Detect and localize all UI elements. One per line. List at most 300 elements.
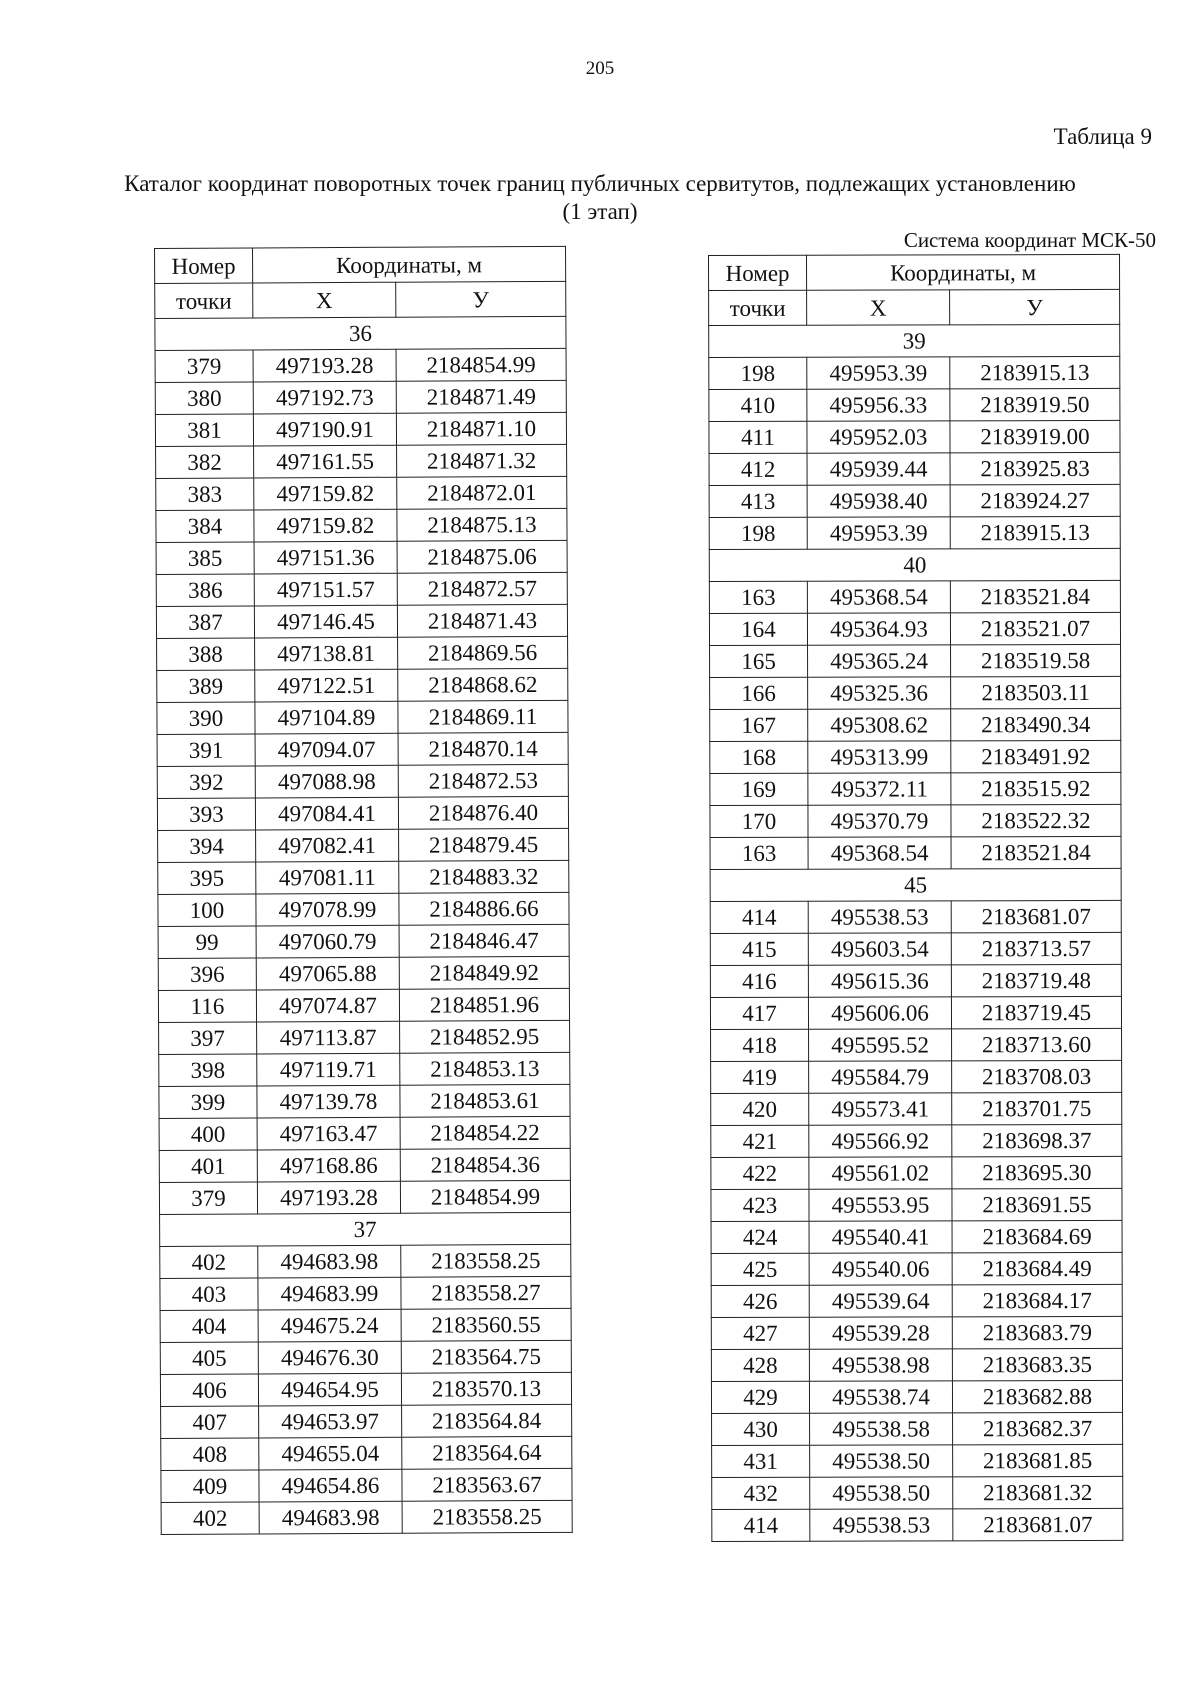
y-cell: 2184851.96 xyxy=(399,988,569,1021)
point-number-cell: 384 xyxy=(156,510,254,543)
table-row xyxy=(160,1372,571,1406)
y-cell: 2183915.13 xyxy=(950,516,1120,548)
x-cell: 495308.62 xyxy=(808,709,951,741)
x-cell: 494683.98 xyxy=(259,1501,402,1534)
table-row xyxy=(712,1444,1123,1477)
y-cell: 2183681.07 xyxy=(953,1508,1123,1540)
point-number-cell: 169 xyxy=(710,773,808,805)
y-cell: 2184869.11 xyxy=(398,700,568,733)
table-row xyxy=(711,1188,1122,1221)
x-cell: 495540.41 xyxy=(809,1221,952,1253)
table-row xyxy=(709,420,1120,453)
point-number-cell: 408 xyxy=(161,1438,259,1471)
table-row xyxy=(159,1084,570,1118)
table-row xyxy=(710,996,1121,1029)
point-number-cell: 397 xyxy=(159,1022,257,1055)
point-number-cell: 100 xyxy=(158,894,256,927)
group-row xyxy=(155,316,566,350)
x-cell: 497119.71 xyxy=(257,1053,400,1086)
table-row xyxy=(709,388,1120,421)
header-coordinates: Координаты, м xyxy=(253,246,566,283)
table-row xyxy=(711,1380,1122,1413)
x-cell: 495953.39 xyxy=(807,517,950,549)
y-cell: 2183570.13 xyxy=(401,1372,571,1405)
point-number-cell: 379 xyxy=(155,350,253,383)
x-cell: 497088.98 xyxy=(255,765,398,798)
y-cell: 2184853.61 xyxy=(400,1084,570,1117)
point-number-cell: 99 xyxy=(158,926,256,959)
page-number: 205 xyxy=(585,58,615,79)
x-cell: 495540.06 xyxy=(809,1253,952,1285)
x-cell: 495364.93 xyxy=(807,613,950,645)
point-number-cell: 401 xyxy=(159,1150,257,1183)
x-cell: 494654.86 xyxy=(259,1469,402,1502)
table-row xyxy=(156,572,567,606)
y-cell: 2184853.13 xyxy=(400,1052,570,1085)
point-number-cell: 422 xyxy=(711,1157,809,1189)
x-cell: 497159.82 xyxy=(254,477,397,510)
x-cell: 495370.79 xyxy=(808,805,951,837)
table-row xyxy=(160,1340,571,1374)
table-row xyxy=(158,892,569,926)
x-cell: 495313.99 xyxy=(808,741,951,773)
group-label: 37 xyxy=(160,1212,571,1246)
x-cell: 494683.98 xyxy=(258,1245,401,1278)
point-number-cell: 409 xyxy=(161,1470,259,1503)
y-cell: 2183713.60 xyxy=(952,1028,1122,1060)
point-number-cell: 420 xyxy=(711,1093,809,1125)
table-row xyxy=(709,452,1120,485)
table-row xyxy=(711,1284,1122,1317)
group-label: 45 xyxy=(710,868,1121,901)
y-cell: 2184854.22 xyxy=(400,1116,570,1149)
x-cell: 497084.41 xyxy=(255,797,398,830)
point-number-cell: 418 xyxy=(711,1029,809,1061)
y-cell: 2183695.30 xyxy=(952,1156,1122,1188)
x-cell: 497151.36 xyxy=(254,541,397,574)
table-row xyxy=(710,740,1121,773)
point-number-cell: 416 xyxy=(710,965,808,997)
point-number-cell: 415 xyxy=(710,933,808,965)
y-cell: 2183708.03 xyxy=(952,1060,1122,1092)
table-row xyxy=(158,988,569,1022)
y-cell: 2184879.45 xyxy=(399,828,569,861)
table-row xyxy=(159,1148,570,1182)
y-cell: 2183698.37 xyxy=(952,1124,1122,1156)
table-row xyxy=(158,828,569,862)
point-number-cell: 380 xyxy=(155,382,253,415)
x-cell: 497078.99 xyxy=(256,893,399,926)
x-cell: 495538.58 xyxy=(810,1413,953,1445)
point-number-cell: 167 xyxy=(710,709,808,741)
point-number-cell: 389 xyxy=(157,670,255,703)
group-row xyxy=(710,868,1121,901)
x-cell: 495325.36 xyxy=(808,677,951,709)
x-cell: 495368.54 xyxy=(808,837,951,869)
table-row xyxy=(156,604,567,638)
table-row xyxy=(161,1404,572,1438)
point-number-cell: 163 xyxy=(709,581,807,613)
point-number-cell: 421 xyxy=(711,1125,809,1157)
x-cell: 495538.50 xyxy=(810,1445,953,1477)
table-row xyxy=(712,1412,1123,1445)
x-cell: 497138.81 xyxy=(255,637,398,670)
table-row xyxy=(157,668,568,702)
header-y: У xyxy=(396,281,566,317)
table-row xyxy=(711,1028,1122,1061)
y-cell: 2183682.88 xyxy=(952,1380,1122,1412)
x-cell: 497190.91 xyxy=(253,413,396,446)
point-number-cell: 411 xyxy=(709,421,807,453)
point-number-cell: 407 xyxy=(161,1406,259,1439)
point-number-cell: 419 xyxy=(711,1061,809,1093)
point-number-cell: 405 xyxy=(160,1342,258,1375)
point-number-cell: 382 xyxy=(156,446,254,479)
title-line-2: (1 этап) xyxy=(562,199,638,224)
point-number-cell: 395 xyxy=(158,862,256,895)
x-cell: 495538.74 xyxy=(809,1381,952,1413)
x-cell: 495952.03 xyxy=(807,421,950,453)
table-row xyxy=(160,1276,571,1310)
y-cell: 2183491.92 xyxy=(951,740,1121,772)
x-cell: 497065.88 xyxy=(256,957,399,990)
point-number-cell: 413 xyxy=(709,485,807,517)
table-row xyxy=(155,348,566,382)
x-cell: 495539.64 xyxy=(809,1285,952,1317)
x-cell: 495365.24 xyxy=(808,645,951,677)
coordinates-table-right xyxy=(708,254,1123,1542)
point-number-cell: 432 xyxy=(712,1477,810,1509)
point-number-cell: 429 xyxy=(711,1381,809,1413)
y-cell: 2184869.56 xyxy=(398,636,568,669)
x-cell: 497139.78 xyxy=(257,1085,400,1118)
point-number-cell: 424 xyxy=(711,1221,809,1253)
header-x: X xyxy=(807,290,950,325)
x-cell: 497151.57 xyxy=(254,573,397,606)
table-row xyxy=(156,476,567,510)
table-row xyxy=(710,900,1121,933)
group-row xyxy=(709,324,1120,357)
point-number-cell: 428 xyxy=(711,1349,809,1381)
table-row xyxy=(161,1468,572,1502)
table-row xyxy=(160,1308,571,1342)
x-cell: 497104.89 xyxy=(255,701,398,734)
table-row xyxy=(711,1156,1122,1189)
point-number-cell: 400 xyxy=(159,1118,257,1151)
point-number-cell: 398 xyxy=(159,1054,257,1087)
point-number-cell: 379 xyxy=(159,1182,257,1215)
y-cell: 2184870.14 xyxy=(398,732,568,765)
x-cell: 495538.98 xyxy=(809,1349,952,1381)
table-row xyxy=(712,1476,1123,1509)
y-cell: 2184872.01 xyxy=(397,476,567,509)
point-number-cell: 404 xyxy=(160,1310,258,1343)
header-point-number: Номер xyxy=(709,255,807,290)
point-number-cell: 403 xyxy=(160,1278,258,1311)
table-row xyxy=(161,1500,572,1534)
x-cell: 495938.40 xyxy=(807,485,950,517)
group-label: 39 xyxy=(709,324,1120,357)
group-row xyxy=(709,548,1120,581)
y-cell: 2183564.84 xyxy=(402,1404,572,1437)
point-number-cell: 165 xyxy=(710,645,808,677)
point-number-cell: 396 xyxy=(158,958,256,991)
x-cell: 495939.44 xyxy=(807,453,950,485)
point-number-cell: 383 xyxy=(156,478,254,511)
x-cell: 495538.50 xyxy=(810,1477,953,1509)
table-row xyxy=(711,1124,1122,1157)
y-cell: 2183684.69 xyxy=(952,1220,1122,1252)
y-cell: 2183490.34 xyxy=(951,708,1121,740)
x-cell: 494654.95 xyxy=(258,1373,401,1406)
y-cell: 2183713.57 xyxy=(951,932,1121,964)
x-cell: 497074.87 xyxy=(256,989,399,1022)
x-cell: 494653.97 xyxy=(259,1405,402,1438)
table-row xyxy=(710,644,1121,677)
table-label: Таблица 9 xyxy=(1053,124,1152,149)
x-cell: 494655.04 xyxy=(259,1437,402,1470)
y-cell: 2184871.43 xyxy=(397,604,567,637)
x-cell: 495368.54 xyxy=(807,581,950,613)
y-cell: 2183558.25 xyxy=(402,1500,572,1533)
table-row xyxy=(711,1252,1122,1285)
point-number-cell: 414 xyxy=(710,901,808,933)
table-row xyxy=(710,932,1121,965)
point-number-cell: 170 xyxy=(710,805,808,837)
table-row xyxy=(155,380,566,414)
y-cell: 2183521.84 xyxy=(950,580,1120,612)
y-cell: 2183691.55 xyxy=(952,1188,1122,1220)
header-y: У xyxy=(950,289,1120,324)
header-point-label: точки xyxy=(155,283,253,319)
y-cell: 2183719.48 xyxy=(951,964,1121,996)
table-row xyxy=(710,836,1121,869)
table-row xyxy=(157,700,568,734)
y-cell: 2183925.83 xyxy=(950,452,1120,484)
table-row xyxy=(711,1316,1122,1349)
table-row xyxy=(159,1052,570,1086)
x-cell: 495615.36 xyxy=(808,965,951,997)
y-cell: 2183919.50 xyxy=(950,388,1120,420)
point-number-cell: 390 xyxy=(157,702,255,735)
x-cell: 495539.28 xyxy=(809,1317,952,1349)
table-row xyxy=(709,612,1120,645)
x-cell: 497113.87 xyxy=(257,1021,400,1054)
table-row xyxy=(711,1220,1122,1253)
point-number-cell: 402 xyxy=(161,1502,259,1535)
table-row xyxy=(156,444,567,478)
y-cell: 2183503.11 xyxy=(951,676,1121,708)
x-cell: 495956.33 xyxy=(807,389,950,421)
point-number-cell: 388 xyxy=(157,638,255,671)
table-row xyxy=(710,804,1121,837)
point-number-cell: 427 xyxy=(711,1317,809,1349)
x-cell: 497081.11 xyxy=(256,861,399,894)
y-cell: 2184854.99 xyxy=(396,348,566,381)
point-number-cell: 198 xyxy=(709,357,807,389)
point-number-cell: 391 xyxy=(157,734,255,767)
point-number-cell: 386 xyxy=(156,574,254,607)
x-cell: 495603.54 xyxy=(808,933,951,965)
y-cell: 2183681.32 xyxy=(953,1476,1123,1508)
y-cell: 2183681.85 xyxy=(953,1444,1123,1476)
y-cell: 2183564.75 xyxy=(401,1340,571,1373)
point-number-cell: 430 xyxy=(712,1413,810,1445)
x-cell: 495538.53 xyxy=(808,901,951,933)
y-cell: 2183560.55 xyxy=(401,1308,571,1341)
table-row xyxy=(710,772,1121,805)
header-row-bottom xyxy=(709,289,1120,325)
point-number-cell: 426 xyxy=(711,1285,809,1317)
table-row xyxy=(709,580,1120,613)
table-left-body xyxy=(155,246,573,1534)
point-number-cell: 417 xyxy=(710,997,808,1029)
point-number-cell: 163 xyxy=(710,837,808,869)
x-cell: 495606.06 xyxy=(808,997,951,1029)
x-cell: 497193.28 xyxy=(253,349,396,382)
table-row xyxy=(711,1092,1122,1125)
header-row-top xyxy=(709,254,1120,290)
table-row xyxy=(156,508,567,542)
y-cell: 2184854.36 xyxy=(400,1148,570,1181)
x-cell: 495595.52 xyxy=(809,1029,952,1061)
x-cell: 497168.86 xyxy=(257,1149,400,1182)
header-x: X xyxy=(253,282,396,318)
table-row xyxy=(710,676,1121,709)
table-row xyxy=(710,964,1121,997)
x-cell: 495573.41 xyxy=(809,1093,952,1125)
y-cell: 2184868.62 xyxy=(398,668,568,701)
header-point-label: точки xyxy=(709,290,807,325)
table-row xyxy=(712,1508,1123,1541)
y-cell: 2183519.58 xyxy=(951,644,1121,676)
point-number-cell: 406 xyxy=(160,1374,258,1407)
document-title xyxy=(0,170,1200,226)
y-cell: 2183924.27 xyxy=(950,484,1120,516)
point-number-cell: 168 xyxy=(710,741,808,773)
y-cell: 2183682.37 xyxy=(953,1412,1123,1444)
x-cell: 497094.07 xyxy=(255,733,398,766)
y-cell: 2184871.32 xyxy=(397,444,567,477)
point-number-cell: 164 xyxy=(709,613,807,645)
y-cell: 2184875.06 xyxy=(397,540,567,573)
header-row-bottom xyxy=(155,281,566,318)
table-row xyxy=(156,540,567,574)
x-cell: 495372.11 xyxy=(808,773,951,805)
table-row xyxy=(158,860,569,894)
y-cell: 2183683.35 xyxy=(952,1348,1122,1380)
x-cell: 497122.51 xyxy=(255,669,398,702)
table-row xyxy=(160,1244,571,1278)
y-cell: 2183683.79 xyxy=(952,1316,1122,1348)
y-cell: 2183684.17 xyxy=(952,1284,1122,1316)
point-number-cell: 425 xyxy=(711,1253,809,1285)
x-cell: 495566.92 xyxy=(809,1125,952,1157)
x-cell: 497159.82 xyxy=(254,509,397,542)
y-cell: 2183558.25 xyxy=(401,1244,571,1277)
header-row-top xyxy=(155,246,566,283)
y-cell: 2183919.00 xyxy=(950,420,1120,452)
x-cell: 494683.99 xyxy=(258,1277,401,1310)
point-number-cell: 116 xyxy=(158,990,256,1023)
point-number-cell: 423 xyxy=(711,1189,809,1221)
point-number-cell: 387 xyxy=(156,606,254,639)
table-row xyxy=(157,732,568,766)
y-cell: 2183558.27 xyxy=(401,1276,571,1309)
x-cell: 497192.73 xyxy=(253,381,396,414)
y-cell: 2183564.64 xyxy=(402,1436,572,1469)
title-line-1: Каталог координат поворотных точек границ публичных сервитутов, подлежащих установлению xyxy=(124,171,1076,196)
table-row xyxy=(159,1180,570,1214)
point-number-cell: 166 xyxy=(710,677,808,709)
header-point-number: Номер xyxy=(155,248,253,284)
x-cell: 495561.02 xyxy=(809,1157,952,1189)
point-number-cell: 392 xyxy=(157,766,255,799)
y-cell: 2183681.07 xyxy=(951,900,1121,932)
table-row xyxy=(711,1348,1122,1381)
table-row xyxy=(711,1060,1122,1093)
point-number-cell: 385 xyxy=(156,542,254,575)
table-row xyxy=(159,1116,570,1150)
x-cell: 494676.30 xyxy=(258,1341,401,1374)
x-cell: 495584.79 xyxy=(809,1061,952,1093)
y-cell: 2184872.53 xyxy=(398,764,568,797)
table-row xyxy=(157,636,568,670)
point-number-cell: 394 xyxy=(158,830,256,863)
y-cell: 2184886.66 xyxy=(399,892,569,925)
y-cell: 2184871.49 xyxy=(396,380,566,413)
table-right-body xyxy=(709,254,1123,1541)
y-cell: 2183719.45 xyxy=(951,996,1121,1028)
point-number-cell: 393 xyxy=(157,798,255,831)
table-row xyxy=(155,412,566,446)
y-cell: 2183515.92 xyxy=(951,772,1121,804)
header-coordinates: Координаты, м xyxy=(807,254,1120,290)
x-cell: 495538.53 xyxy=(810,1509,953,1541)
point-number-cell: 414 xyxy=(712,1509,810,1541)
point-number-cell: 198 xyxy=(709,517,807,549)
y-cell: 2184872.57 xyxy=(397,572,567,605)
point-number-cell: 412 xyxy=(709,453,807,485)
x-cell: 494675.24 xyxy=(258,1309,401,1342)
coordinate-system-label: Система координат МСК-50 xyxy=(903,228,1156,252)
y-cell: 2184846.47 xyxy=(399,924,569,957)
y-cell: 2184883.32 xyxy=(399,860,569,893)
coordinates-table-left xyxy=(154,246,573,1535)
table-row xyxy=(710,708,1121,741)
y-cell: 2183521.84 xyxy=(951,836,1121,868)
y-cell: 2183521.07 xyxy=(950,612,1120,644)
y-cell: 2184852.95 xyxy=(400,1020,570,1053)
x-cell: 497193.28 xyxy=(257,1181,400,1214)
y-cell: 2183915.13 xyxy=(950,356,1120,388)
group-row xyxy=(160,1212,571,1246)
table-row xyxy=(709,484,1120,517)
point-number-cell: 410 xyxy=(709,389,807,421)
table-row xyxy=(157,796,568,830)
x-cell: 497082.41 xyxy=(256,829,399,862)
point-number-cell: 402 xyxy=(160,1246,258,1279)
x-cell: 495553.95 xyxy=(809,1189,952,1221)
y-cell: 2183522.32 xyxy=(951,804,1121,836)
table-row xyxy=(161,1436,572,1470)
x-cell: 497060.79 xyxy=(256,925,399,958)
table-row xyxy=(709,356,1120,389)
x-cell: 495953.39 xyxy=(807,357,950,389)
table-row xyxy=(157,764,568,798)
point-number-cell: 381 xyxy=(155,414,253,447)
table-row xyxy=(158,956,569,990)
